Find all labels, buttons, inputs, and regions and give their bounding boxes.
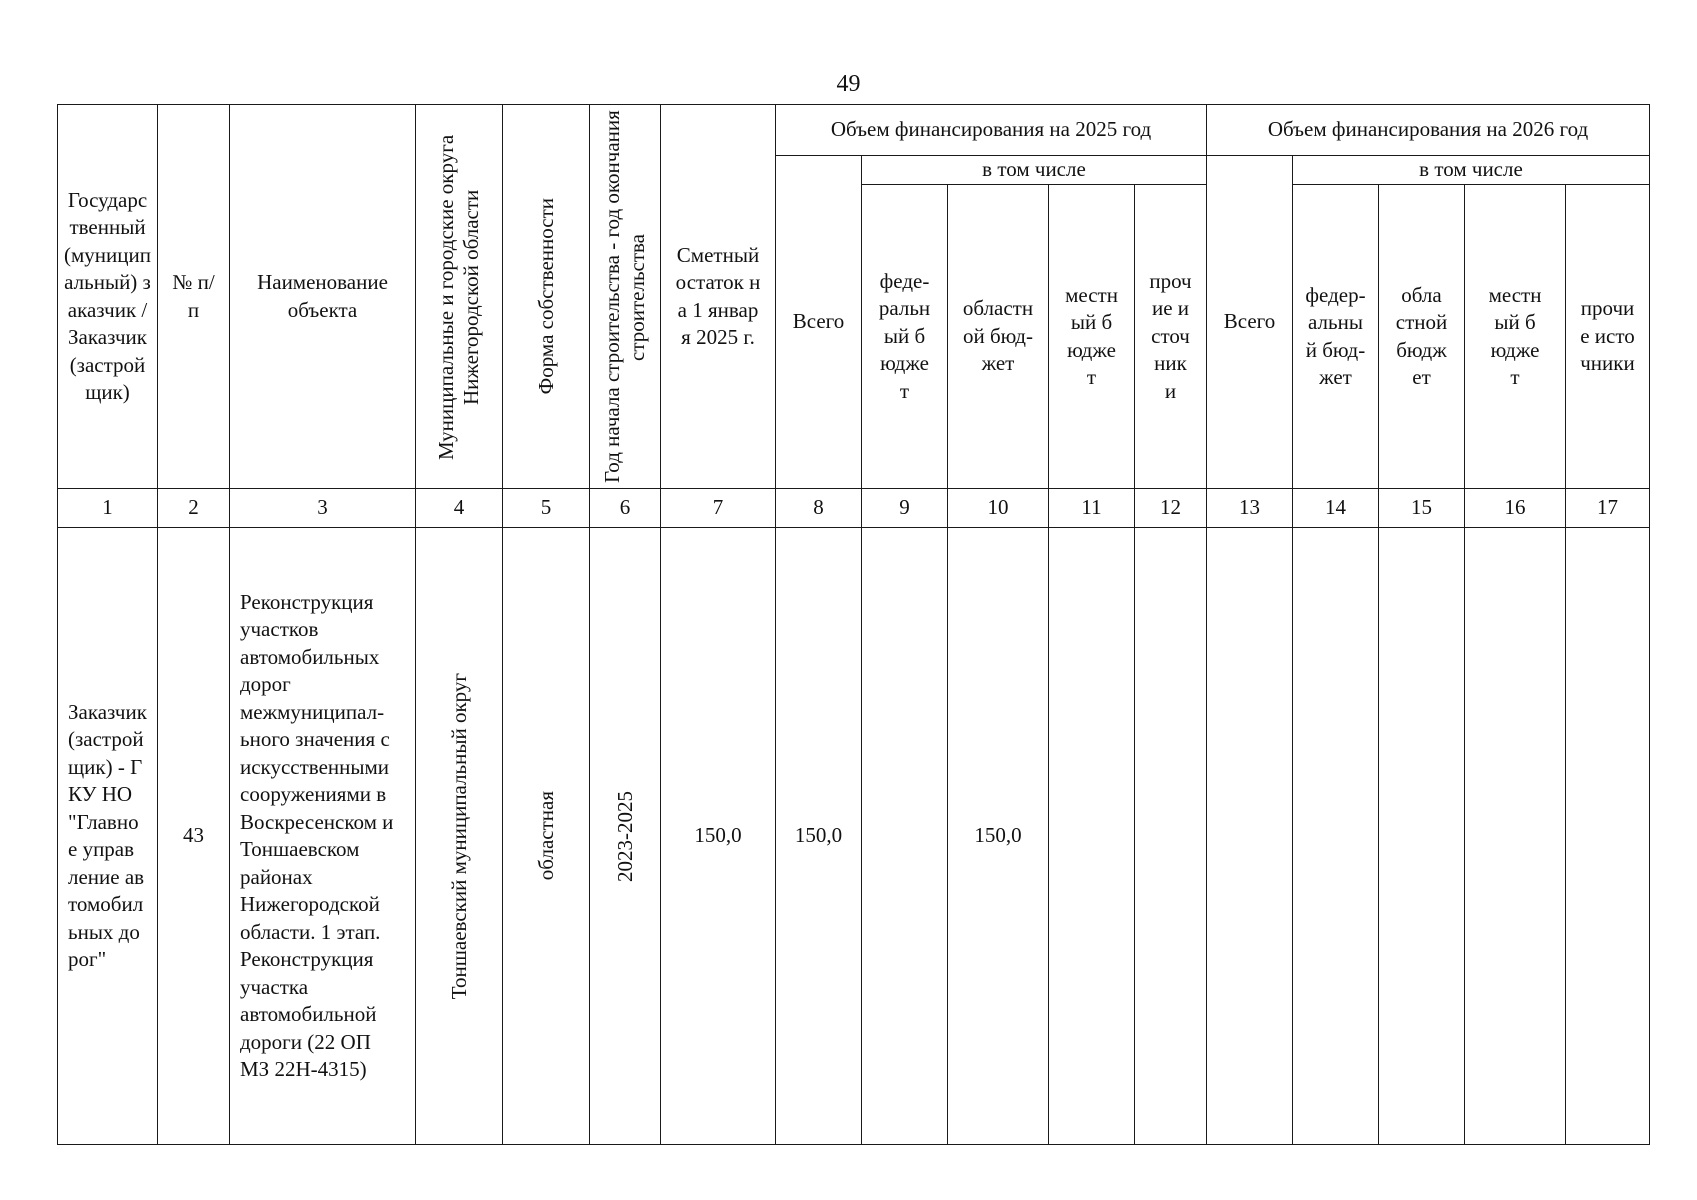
header-district: Муниципальные и городские округа Нижегородской области — [416, 105, 503, 489]
column-number: 7 — [661, 489, 776, 528]
header-ownership: Форма собственности — [503, 105, 590, 489]
cell-ownership: областная — [503, 528, 590, 1145]
page-number: 49 — [836, 71, 861, 97]
column-number: 11 — [1049, 489, 1135, 528]
column-number: 5 — [503, 489, 590, 528]
column-number: 12 — [1135, 489, 1207, 528]
header-number: № п/п — [158, 105, 230, 489]
cell-regional-2025: 150,0 — [948, 528, 1049, 1145]
header-total-2026: Всего — [1207, 156, 1293, 489]
column-number: 17 — [1566, 489, 1650, 528]
cell-other-2026 — [1566, 528, 1650, 1145]
table-row — [58, 528, 1650, 1145]
column-number: 2 — [158, 489, 230, 528]
header-other-2025: прочие источники — [1135, 185, 1207, 489]
cell-local-2025 — [1049, 528, 1135, 1145]
column-number: 3 — [230, 489, 416, 528]
header-other-2026: прочие источники — [1566, 185, 1650, 489]
header-local-2026: местный бюджет — [1465, 185, 1566, 489]
header-years: Год начала строительства - год окончания строительства — [590, 105, 661, 489]
column-number-row — [58, 489, 1650, 528]
cell-regional-2026 — [1379, 528, 1465, 1145]
header-regional-2025: областной бюджет — [948, 185, 1049, 489]
cell-customer: Заказчик (застройщик) - ГКУ НО "Главное управление автомобильных дорог" — [58, 528, 158, 1145]
header-group-2025: Объем финансирования на 2025 год — [776, 105, 1207, 156]
cell-years: 2023-2025 — [590, 528, 661, 1145]
column-number: 4 — [416, 489, 503, 528]
header-balance: Сметный остаток на 1 января 2025 г. — [661, 105, 776, 489]
cell-district: Тоншаевский муниципальный округ — [416, 528, 503, 1145]
column-number: 15 — [1379, 489, 1465, 528]
column-number: 8 — [776, 489, 862, 528]
cell-object-name: Реконструкция участков автомобильных дорог межмуниципального значения с искусственными сооружениями в Воскресенском и Тоншаевском районах Нижегородской области. 1 этап. Реконструкция участка автомобильной дороги (22 ОП МЗ 22Н-4315) — [230, 528, 416, 1145]
financing-table — [57, 104, 1650, 1145]
cell-balance: 150,0 — [661, 528, 776, 1145]
cell-other-2025 — [1135, 528, 1207, 1145]
cell-local-2026 — [1465, 528, 1566, 1145]
column-number: 13 — [1207, 489, 1293, 528]
column-number: 1 — [58, 489, 158, 528]
cell-number: 43 — [158, 528, 230, 1145]
header-including-2025: в том числе — [862, 156, 1207, 185]
header-group-2026: Объем финансирования на 2026 год — [1207, 105, 1650, 156]
column-number: 16 — [1465, 489, 1566, 528]
header-federal-2025: федеральный бюджет — [862, 185, 948, 489]
header-regional-2026: областной бюджет — [1379, 185, 1465, 489]
header-total-2025: Всего — [776, 156, 862, 489]
cell-federal-2025 — [862, 528, 948, 1145]
column-number: 6 — [590, 489, 661, 528]
cell-total-2025: 150,0 — [776, 528, 862, 1145]
header-local-2025: местный бюджет — [1049, 185, 1135, 489]
header-including-2026: в том числе — [1293, 156, 1650, 185]
cell-federal-2026 — [1293, 528, 1379, 1145]
column-number: 9 — [862, 489, 948, 528]
column-number: 14 — [1293, 489, 1379, 528]
cell-total-2026 — [1207, 528, 1293, 1145]
header-object-name: Наименование объекта — [230, 105, 416, 489]
column-number: 10 — [948, 489, 1049, 528]
header-customer: Государственный (муниципальный) заказчик / Заказчик (застройщик) — [58, 105, 158, 489]
header-federal-2026: федеральный бюджет — [1293, 185, 1379, 489]
